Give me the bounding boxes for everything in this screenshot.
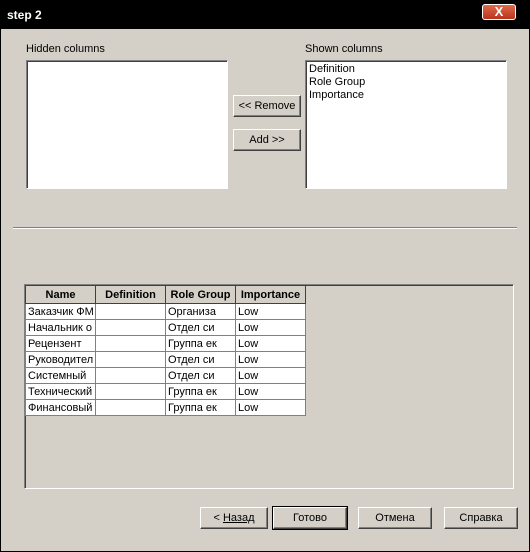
window-title: step 2 [7, 8, 42, 22]
back-button[interactable] [200, 507, 268, 529]
cell-importance[interactable]: Low [236, 336, 306, 352]
cell-name[interactable]: Начальник о [26, 320, 96, 336]
shown-columns-list[interactable] [305, 60, 507, 189]
finish-button[interactable] [273, 507, 347, 529]
add-button[interactable] [233, 129, 301, 151]
hidden-columns-list[interactable] [26, 60, 228, 189]
cell-definition[interactable] [96, 304, 166, 320]
add-button-label: Add >> [249, 134, 285, 146]
cell-importance[interactable]: Low [236, 384, 306, 400]
remove-button[interactable] [233, 95, 301, 117]
table-row[interactable] [26, 320, 306, 336]
cell-role-group[interactable]: Отдел си [166, 320, 236, 336]
columns-grid [25, 285, 306, 416]
cell-name[interactable]: Рецензент [26, 336, 96, 352]
grid-header-row [26, 286, 306, 304]
cell-role-group[interactable]: Отдел си [166, 352, 236, 368]
list-item[interactable]: Definition [309, 63, 355, 75]
help-button-label: Справка [459, 512, 503, 524]
cell-definition[interactable] [96, 320, 166, 336]
cell-name[interactable]: Руководител [26, 352, 96, 368]
hidden-columns-label: Hidden columns [26, 43, 105, 55]
cell-name[interactable]: Заказчик ФМ [26, 304, 96, 320]
cell-role-group[interactable]: Группа ек [166, 336, 236, 352]
cell-importance[interactable]: Low [236, 304, 306, 320]
cell-definition[interactable] [96, 336, 166, 352]
table-row[interactable] [26, 368, 306, 384]
cell-name[interactable]: Системный [26, 368, 96, 384]
table-row[interactable] [26, 384, 306, 400]
table-row[interactable] [26, 400, 306, 416]
cell-role-group[interactable]: Отдел си [166, 368, 236, 384]
back-button-prefix: < [213, 512, 223, 524]
columns-grid-panel[interactable] [24, 284, 514, 489]
cell-definition[interactable] [96, 400, 166, 416]
cell-importance[interactable]: Low [236, 368, 306, 384]
shown-columns-label: Shown columns [305, 43, 383, 55]
finish-button-label: Готово [293, 512, 327, 524]
column-header-definition[interactable]: Definition [96, 286, 166, 304]
cancel-button-label: Отмена [375, 512, 415, 524]
close-button[interactable] [482, 4, 516, 20]
cancel-button[interactable] [358, 507, 432, 529]
cell-role-group[interactable]: Группа ек [166, 384, 236, 400]
cell-definition[interactable] [96, 384, 166, 400]
list-item[interactable]: Role Group [309, 76, 366, 88]
cell-importance[interactable]: Low [236, 320, 306, 336]
table-row[interactable] [26, 336, 306, 352]
help-button[interactable] [444, 507, 518, 529]
cell-importance[interactable]: Low [236, 352, 306, 368]
remove-button-label: << Remove [238, 100, 296, 112]
cell-name[interactable]: Технический [26, 384, 96, 400]
back-button-label: Назад [222, 512, 255, 524]
column-header-name[interactable]: Name [26, 286, 96, 304]
cell-name[interactable]: Финансовый [26, 400, 96, 416]
column-header-importance[interactable]: Importance [236, 286, 306, 304]
table-row[interactable] [26, 352, 306, 368]
title-bar[interactable] [1, 1, 529, 29]
table-row[interactable] [26, 304, 306, 320]
separator [13, 227, 517, 229]
cell-definition[interactable] [96, 352, 166, 368]
cell-definition[interactable] [96, 368, 166, 384]
list-item[interactable]: Importance [309, 89, 365, 101]
cell-role-group[interactable]: Организа [166, 304, 236, 320]
close-icon: X [494, 4, 504, 19]
cell-role-group[interactable]: Группа ек [166, 400, 236, 416]
cell-importance[interactable]: Low [236, 400, 306, 416]
column-header-role-group[interactable]: Role Group [166, 286, 236, 304]
